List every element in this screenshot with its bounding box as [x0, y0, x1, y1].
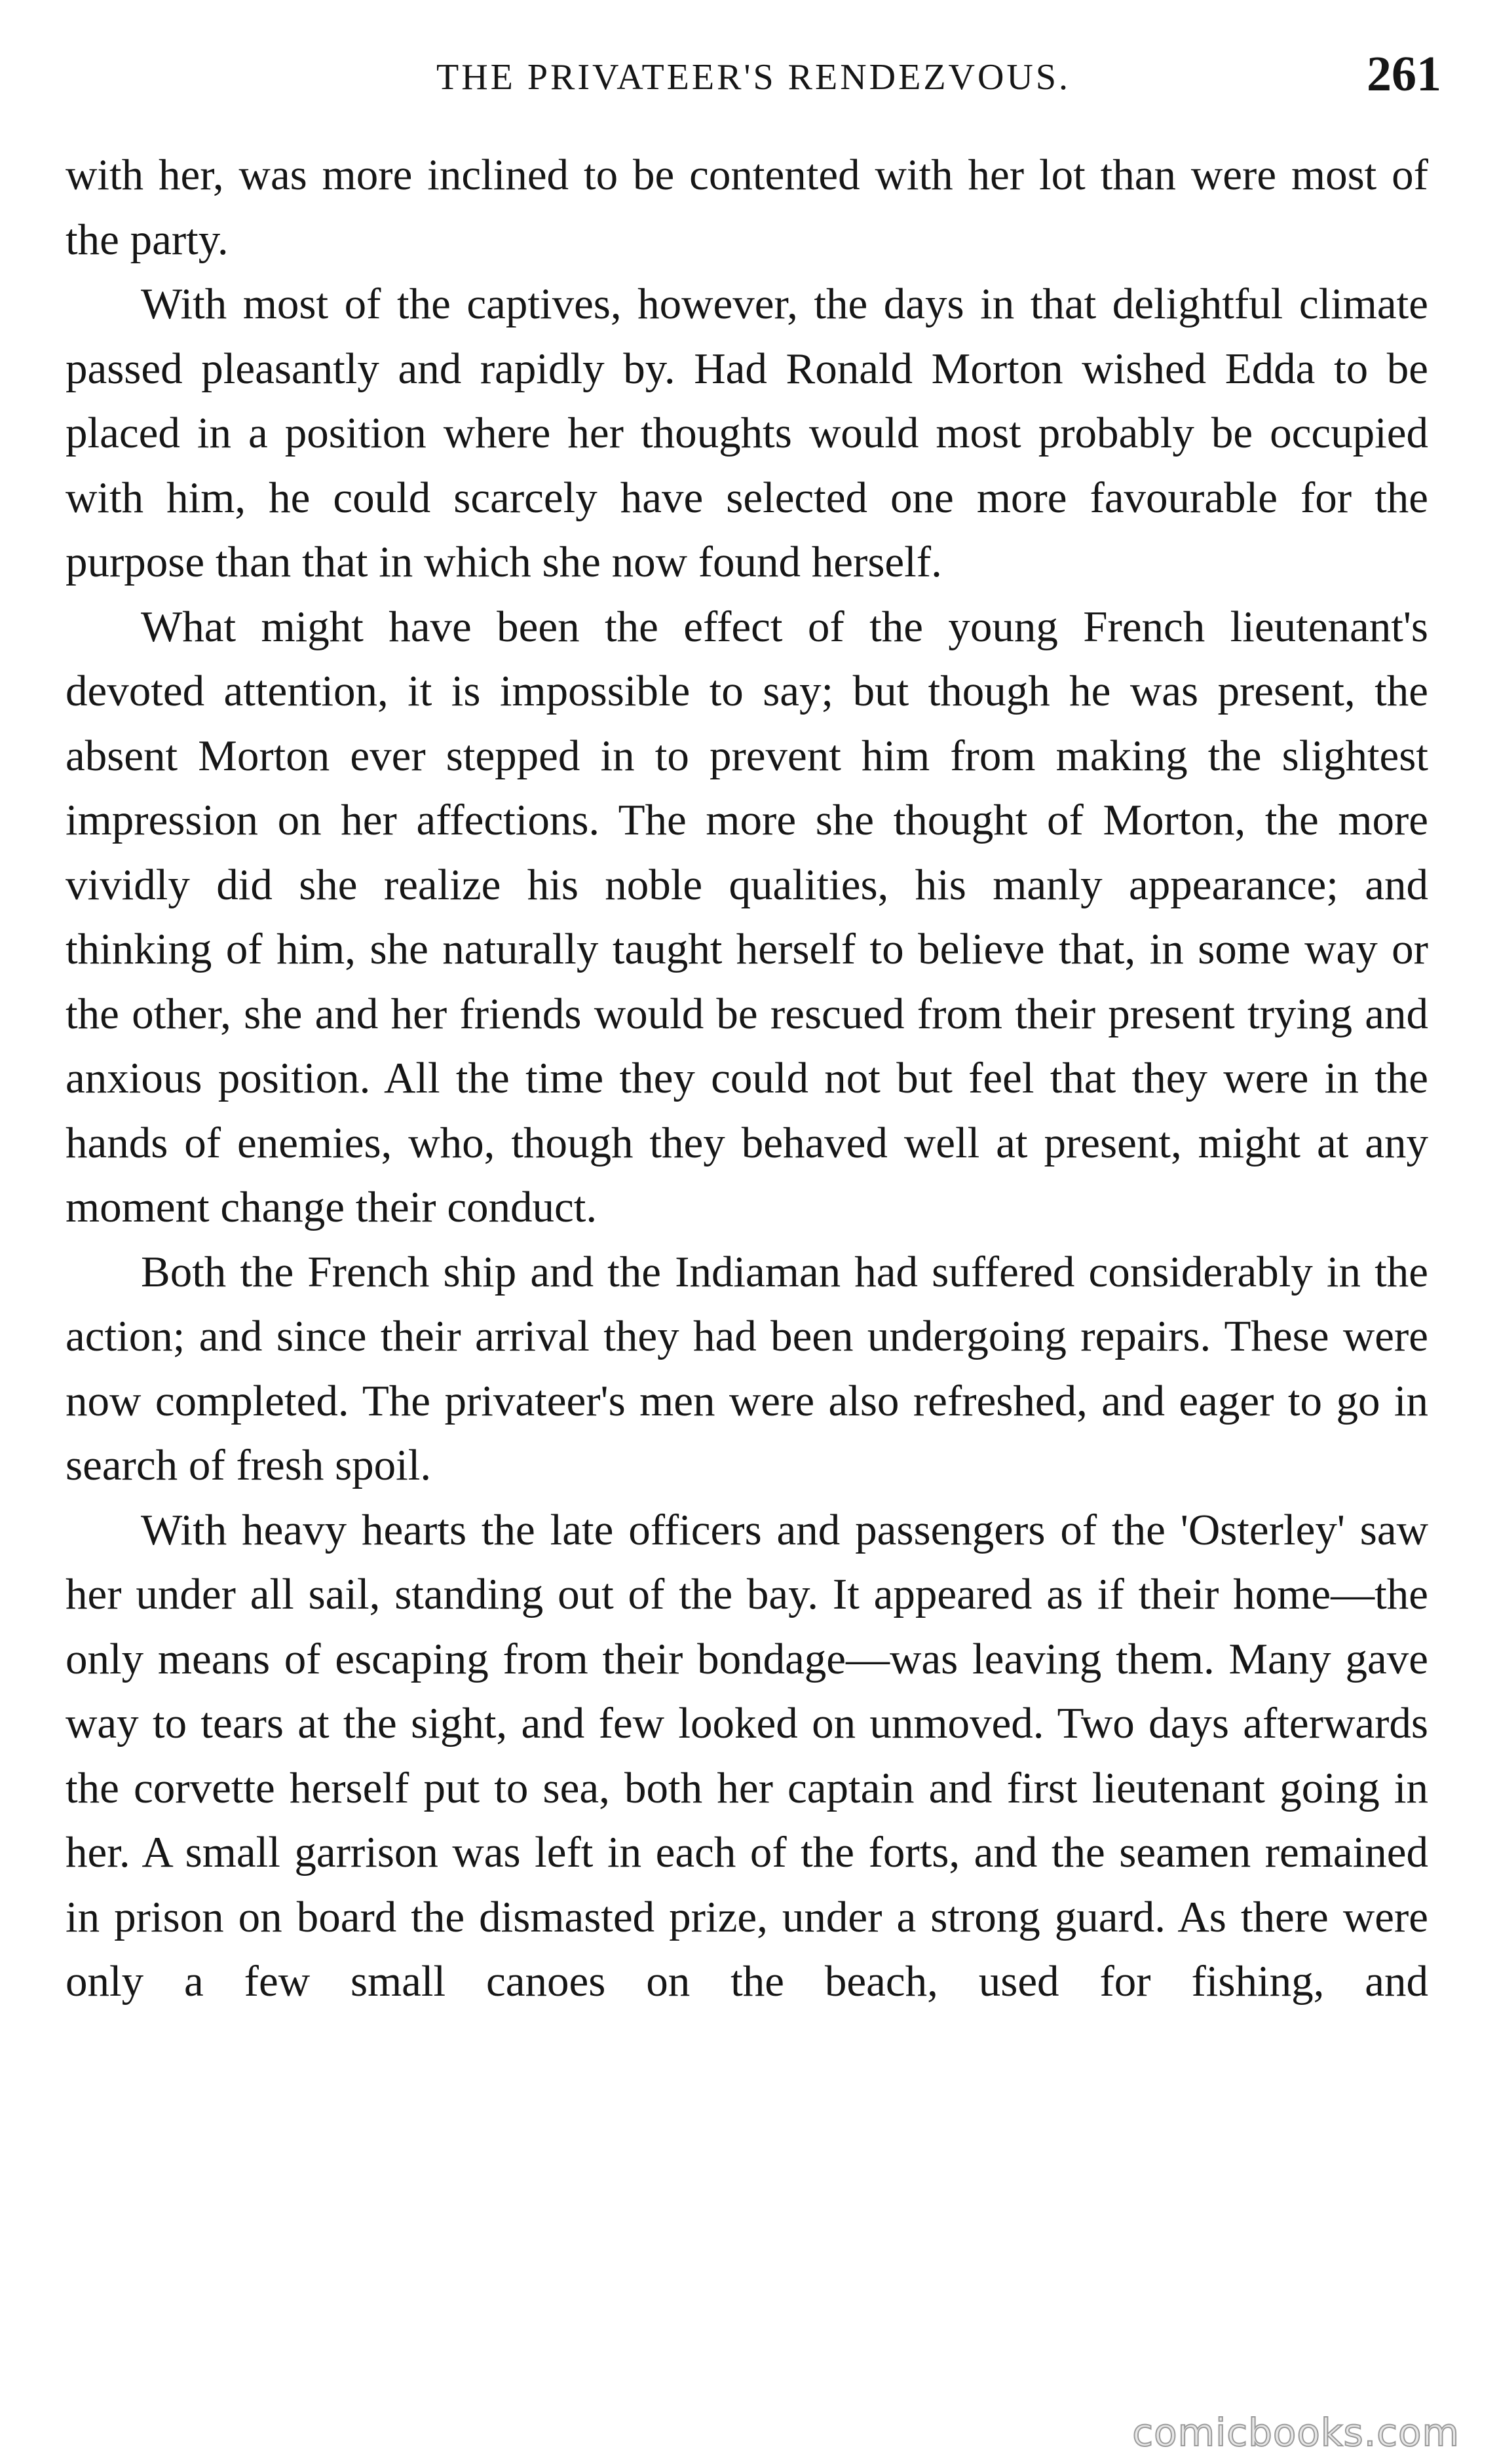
paragraph-lieutenant: What might have been the effect of the young French lieutenant's devoted attention, it is impossible to say; but though he was present, the absent Morton ever stepped in to prevent him from making the slightest impression on her affections. The more she thought of Morton, the more vividly did she realize his noble qualities, his manly appearance; and thinking of him, she naturally taught herself to believe that, in some way or the other, she and her friends would be rescued from their present trying and anxious position. All the time they could not but feel that they were in the hands of enemies, who, though they behaved well at present, might at any moment change their conduct. — [66, 602, 1428, 1231]
body-text — [66, 143, 1428, 2014]
paragraph-departure: With heavy hearts the late officers and passengers of the 'Osterley' saw her under all sail, standing out of the bay. It appeared as if their home—the only means of escaping from their bondage—was leaving them. Many gave way to tears at the sight, and few looked on unmoved. Two days afterwards the corvette herself put to sea, both her captain and first lieutenant going in her. A small garrison was left in each of the forts, and the seamen remained in prison on board the dismasted prize, under a strong guard. As there were only a few small canoes on the beach, used for fishing, and — [66, 1505, 1428, 2006]
running-title: THE PRIVATEER'S RENDEZVOUS. — [436, 57, 1071, 98]
paragraph-captives: With most of the captives, however, the days in that delightful climate passed pleasantly and rapidly by. Had Ronald Morton wished Edda to be placed in a position where her thoughts would most probably be occupied with him, he could scarcely have selected one more favourable for the purpose than that in which she now found herself. — [66, 280, 1428, 586]
paragraph-repairs: Both the French ship and the Indiaman had suffered considerably in the action; and since their arrival they had been undergoing repairs. These were now completed. The privateer's men were also refreshed, and eager to go in search of fresh spoil. — [66, 1247, 1428, 1489]
page-number: 261 — [1367, 47, 1441, 102]
running-head — [66, 46, 1441, 118]
watermark-logo: comicbooks.com — [1132, 2410, 1460, 2455]
paragraph-continuation: with her, was more inclined to be contented with her lot than were most of the party. — [66, 151, 1428, 264]
